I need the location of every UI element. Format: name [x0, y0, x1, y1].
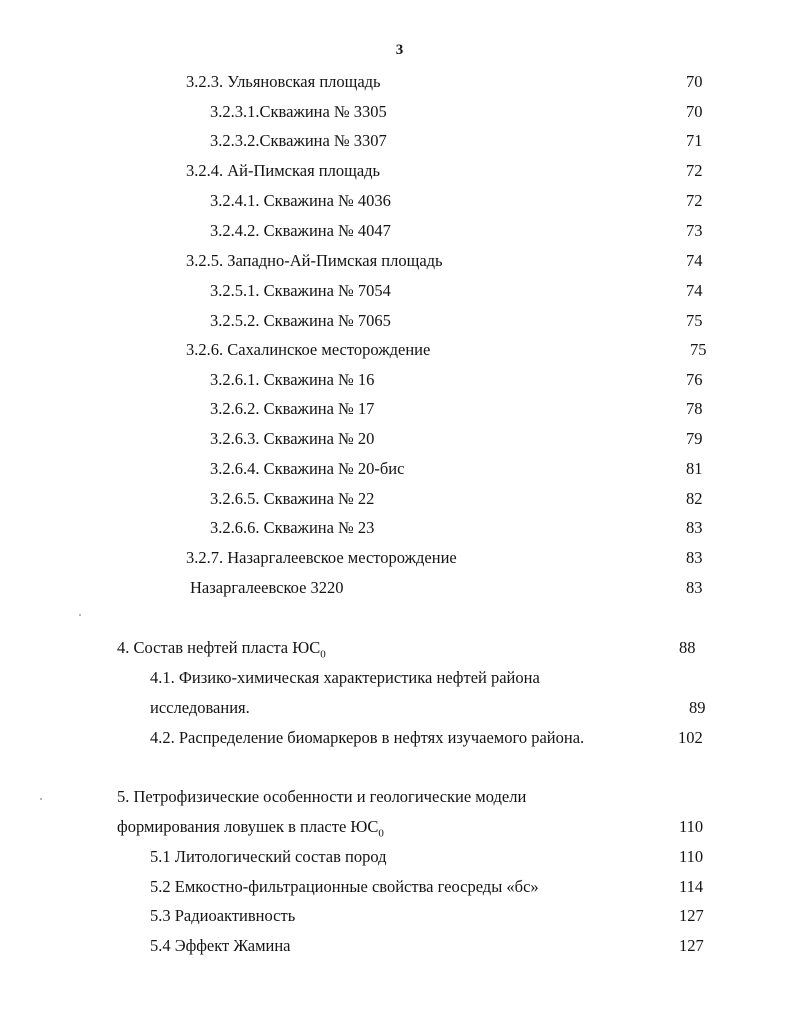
toc-entry-title: 3.2.6.2. Скважина № 17 [210, 399, 375, 418]
section-5-4-title: 5.4 Эффект Жамина [150, 936, 291, 955]
section-5-title-line1: 5. Петрофизические особенности и геологические модели [117, 787, 527, 806]
section-4-2-page: 102 [678, 728, 703, 747]
toc-entry-title: 3.2.3. Ульяновская площадь [186, 72, 381, 91]
scan-speck [40, 798, 42, 800]
toc-entry-page: 75 [690, 340, 707, 359]
toc-entry-title: 3.2.6.5. Скважина № 22 [210, 489, 375, 508]
toc-entry-page: 74 [686, 281, 703, 300]
section-5-1-page: 110 [679, 847, 704, 866]
section-4-1-title-line1: 4.1. Физико-химическая характеристика нефтей района [150, 668, 540, 687]
section-5-1-title: 5.1 Литологический состав пород [150, 847, 387, 866]
toc-entry-title: 3.2.6.3. Скважина № 20 [210, 429, 375, 448]
section-5-2-title: 5.2 Емкостно-фильтрационные свойства геосреды «бс» [150, 877, 539, 896]
section-5-title-subscript: 0 [378, 827, 384, 840]
toc-entry-page: 70 [686, 72, 703, 91]
section-5-title-line2 [117, 817, 384, 843]
toc-entry-title: 3.2.6. Сахалинское месторождение [186, 340, 431, 359]
toc-entry-title: Назаргалеевское 3220 [190, 578, 344, 597]
toc-entry-title: 3.2.5. Западно-Ай-Пимская площадь [186, 251, 443, 270]
toc-entry-page: 81 [686, 459, 703, 478]
toc-entry-page: 83 [686, 578, 703, 597]
toc-entry-page: 70 [686, 102, 703, 121]
toc-entry-page: 76 [686, 370, 703, 389]
section-4-1-page: 89 [689, 698, 706, 717]
toc-entry-title: 3.2.4.2. Скважина № 4047 [210, 221, 391, 240]
section-4-title-subscript: 0 [320, 648, 326, 661]
toc-entry-page: 73 [686, 221, 703, 240]
section-5-page: 110 [679, 817, 704, 836]
section-4-title [117, 638, 326, 664]
toc-entry-page: 72 [686, 161, 703, 180]
toc-entry-page: 82 [686, 489, 703, 508]
section-5-2-page: 114 [679, 877, 704, 896]
page-number: 3 [395, 42, 404, 58]
toc-entry-page: 83 [686, 518, 703, 537]
toc-entry-page: 79 [686, 429, 703, 448]
toc-entry-title: 3.2.6.6. Скважина № 23 [210, 518, 375, 537]
toc-entry-title: 3.2.3.2.Скважина № 3307 [210, 131, 387, 150]
toc-entry-title: 3.2.6.4. Скважина № 20-бис [210, 459, 405, 478]
toc-entry-title: 3.2.4. Ай-Пимская площадь [186, 161, 381, 180]
section-5-4-page: 127 [679, 936, 704, 955]
section-5-3-title: 5.3 Радиоактивность [150, 906, 296, 925]
toc-entry-title: 3.2.6.1. Скважина № 16 [210, 370, 375, 389]
toc-entry-title: 3.2.3.1.Скважина № 3305 [210, 102, 387, 121]
toc-entry-page: 78 [686, 399, 703, 418]
section-5-3-page: 127 [679, 906, 704, 925]
toc-entry-page: 72 [686, 191, 703, 210]
toc-entry-title: 3.2.5.1. Скважина № 7054 [210, 281, 391, 300]
section-5-title-line2-text: формирования ловушек в пласте ЮС [117, 817, 379, 836]
toc-entry-title: 3.2.4.1. Скважина № 4036 [210, 191, 391, 210]
toc-entry-title: 3.2.7. Назаргалеевское месторождение [186, 548, 457, 567]
section-4-2-title: 4.2. Распределение биомаркеров в нефтях изучаемого района. [150, 728, 585, 747]
toc-entry-title: 3.2.5.2. Скважина № 7065 [210, 311, 391, 330]
section-4-1-title-line2: исследования. [150, 698, 250, 717]
section-4-title-text: 4. Состав нефтей пласта ЮС [117, 638, 321, 657]
section-4-page: 88 [679, 638, 696, 657]
toc-entry-page: 83 [686, 548, 703, 567]
scan-speck [79, 614, 81, 616]
toc-entry-page: 71 [686, 131, 703, 150]
toc-entry-page: 75 [686, 311, 703, 330]
toc-entry-page: 74 [686, 251, 703, 270]
